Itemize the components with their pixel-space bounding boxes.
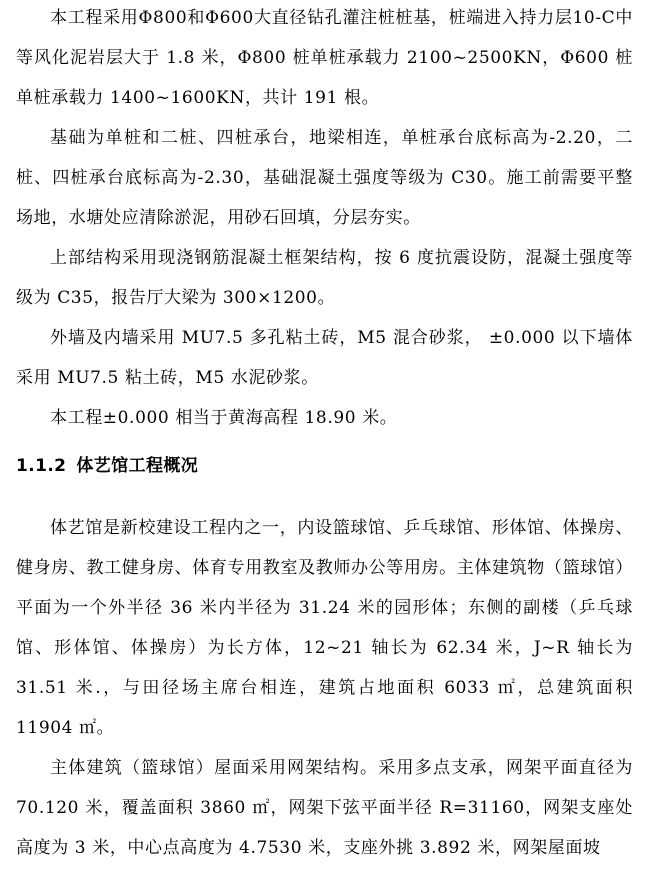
paragraph-foundation-caps: 基础为单桩和二桩、四桩承台，地梁相连，单桩承台底标高为-2.20，二桩、四桩承台底标高为-2.30，基础混凝土强度等级为 C30。施工前需要平整场地，水塘处应清除淤泥，用砂石回填，分层夯实。: [16, 128, 633, 228]
section-title: 体艺馆工程概况: [76, 456, 199, 476]
paragraph-superstructure: 上部结构采用现浇钢筋混凝土框架结构，按 6 度抗震设防，混凝土强度等级为 C35，报告厅大梁为 300×1200。: [16, 248, 633, 308]
paragraph-roof-structure: 主体建筑（篮球馆）屋面采用网架结构。采用多点支承，网架平面直径为 70.120 米，覆盖面积 3860 ㎡，网架下弦平面半径 R=31160，网架支座处高度为 3 米，中心点高度为 4.7530 米，支座外挑 3.892 米，网架屋面坡: [16, 758, 633, 858]
section-heading: [16, 446, 633, 486]
paragraph-walls: 外墙及内墙采用 MU7.5 多孔粘土砖，M5 混合砂浆， ±0.000 以下墙体采用 MU7.5 粘土砖，M5 水泥砂浆。: [16, 328, 633, 388]
section-number: 1.1.2: [16, 456, 67, 476]
paragraph-pile-foundation: 本工程采用Φ800和Φ600大直径钻孔灌注桩桩基，桩端进入持力层10-C中等风化泥岩层大于 1.8 米，Φ800 桩单桩承载力 2100~2500KN，Φ600 桩单桩承载力 1400~1600KN，共计 191 根。: [16, 8, 633, 108]
paragraph-gym-overview: 体艺馆是新校建设工程内之一，内设篮球馆、乒乓球馆、形体馆、体操房、健身房、教工健身房、体育专用教室及教师办公等用房。主体建筑物（篮球馆）平面为一个外半径 36 米内半径为 31.24 米的园形体；东侧的副楼（乒乓球馆、形体馆、体操房）为长方体，12~21 轴长为 62.34 米，J~R 轴长为 31.51 米.，与田径场主席台相连，建筑占地面积 6033 ㎡，总建筑面积 11904 ㎡。: [16, 518, 633, 738]
paragraph-elevation: 本工程±0.000 相当于黄海高程 18.90 米。: [50, 408, 398, 428]
